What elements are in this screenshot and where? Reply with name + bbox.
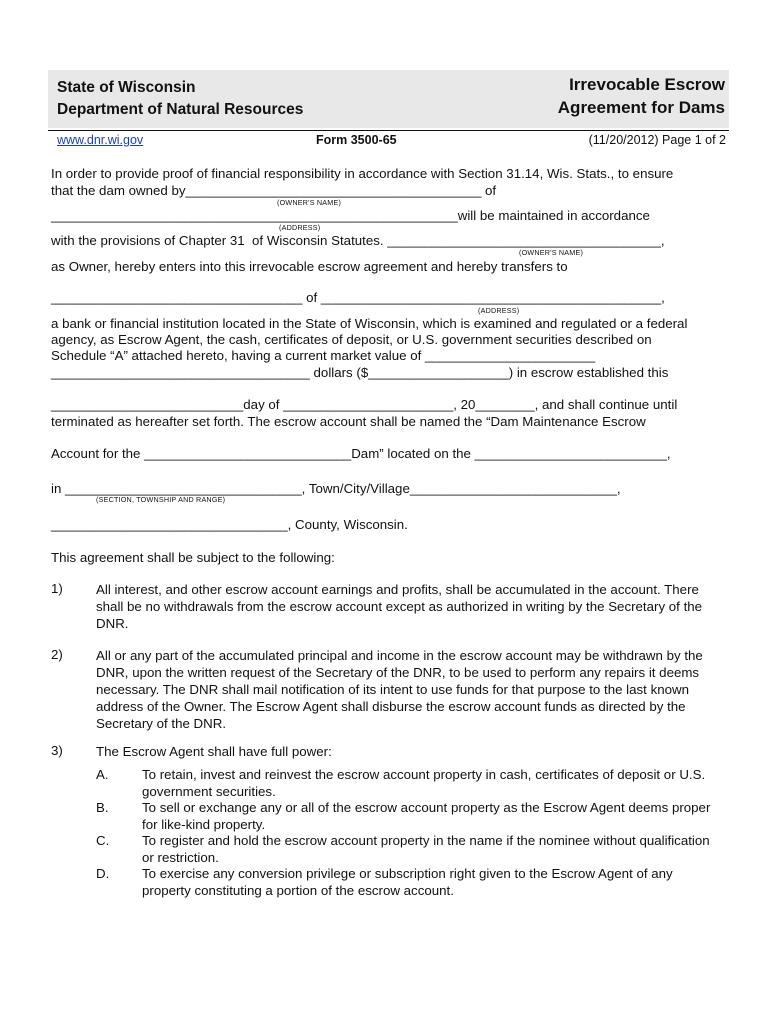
date-blank-line: __________________________day of _______________________, 20________, and shall continue until [51, 397, 678, 412]
subitem-letter: C. [96, 833, 110, 848]
dollars-blank-line: ___________________________________ dollars ($___________________) in escrow established this [51, 365, 669, 380]
website-link[interactable]: www.dnr.wi.gov [57, 133, 144, 147]
agency-department: Department of Natural Resources [57, 101, 304, 118]
agency-name [57, 77, 303, 121]
form-title-line1: Irrevocable Escrow [569, 75, 725, 94]
address-blank-line: _______________________________________________________will be maintained in accordance [51, 208, 650, 223]
subitem-text: To retain, invest and reinvest the escrow account property in cash, certificates of deposit or U.S. government securities. [142, 767, 706, 799]
owner-name-blank-line: that the dam owned by________________________________________ of [51, 183, 497, 198]
dam-blank-line: Account for the ____________________________Dam” located on the __________________________, [51, 446, 671, 461]
form-title-line2: Agreement for Dams [557, 98, 725, 117]
body-line: terminated as hereafter set forth. The escrow account shall be named the “Dam Maintenance Escrow [51, 414, 646, 429]
form-title [558, 73, 725, 119]
body-line: a bank or financial institution located in the State of Wisconsin, which is examined and regulated or a federal [51, 316, 688, 331]
location-blank-line: in ________________________________, Town/City/Village____________________________, [51, 481, 621, 496]
county-blank-line: ________________________________, County, Wisconsin. [51, 517, 408, 532]
list-item-text: All or any part of the accumulated principal and income in the escrow account may be withdrawn by the DNR, upon the written request of the Secretary of the DNR, to be used to perform any repairs it deems necessary. The DNR shall mail notification of its intent to use funds for that purpose to the last known address of the Owner. The Escrow Agent shall disburse the escrow account funds as directed by the Secretary of the DNR. [96, 648, 703, 731]
owner-name-caption-2: (OWNER'S NAME) [519, 248, 584, 257]
header-divider [48, 130, 729, 131]
body-line: agency, as Escrow Agent, the cash, certificates of deposit, or U.S. government securities described on [51, 332, 652, 347]
subitem-letter: B. [96, 800, 109, 815]
address-caption: (ADDRESS) [279, 223, 321, 232]
address-caption-2: (ADDRESS) [478, 306, 520, 315]
page-info: (11/20/2012) Page 1 of 2 [588, 133, 726, 147]
form-number: Form 3500-65 [316, 133, 397, 147]
list-item-number: 3) [51, 743, 63, 758]
market-value-blank-line: Schedule “A” attached hereto, having a current market value of _______________________ [51, 348, 596, 363]
form-header-band [48, 70, 729, 128]
body-line: In order to provide proof of financial responsibility in accordance with Section 31.14, Wis. Stats., to ensure [51, 166, 674, 181]
owner-name-caption: (OWNER'S NAME) [277, 198, 342, 207]
subitem-text: To exercise any conversion privilege or subscription right given to the Escrow Agent of any property constituting a portion of the escrow account. [142, 866, 673, 898]
conditions-intro: This agreement shall be subject to the following: [51, 550, 335, 565]
subitem-letter: A. [96, 767, 109, 782]
list-item-text: All interest, and other escrow account earnings and profits, shall be accumulated in the account. There shall be no withdrawals from the escrow account except as authorized in writing by the Secretary of the DNR. [96, 582, 703, 631]
agent-blank-line: __________________________________ of ______________________________________________, [51, 290, 665, 305]
body-line: as Owner, hereby enters into this irrevocable escrow agreement and hereby transfers to [51, 259, 568, 274]
subitem-letter: D. [96, 866, 110, 881]
section-caption: (SECTION, TOWNSHIP AND RANGE) [96, 495, 226, 504]
subitem-text: To register and hold the escrow account property in the name if the nominee without qualification or restriction. [142, 833, 710, 865]
subitem-text: To sell or exchange any or all of the escrow account property as the Escrow Agent deems proper for like-kind property. [142, 800, 711, 832]
list-item-number: 2) [51, 647, 63, 662]
list-item-text: The Escrow Agent shall have full power: [96, 744, 332, 759]
owner-name-blank-line-2: with the provisions of Chapter 31 of Wisconsin Statutes. _____________________________________, [51, 233, 665, 248]
list-item-number: 1) [51, 581, 63, 596]
agency-state: State of Wisconsin [57, 79, 196, 96]
